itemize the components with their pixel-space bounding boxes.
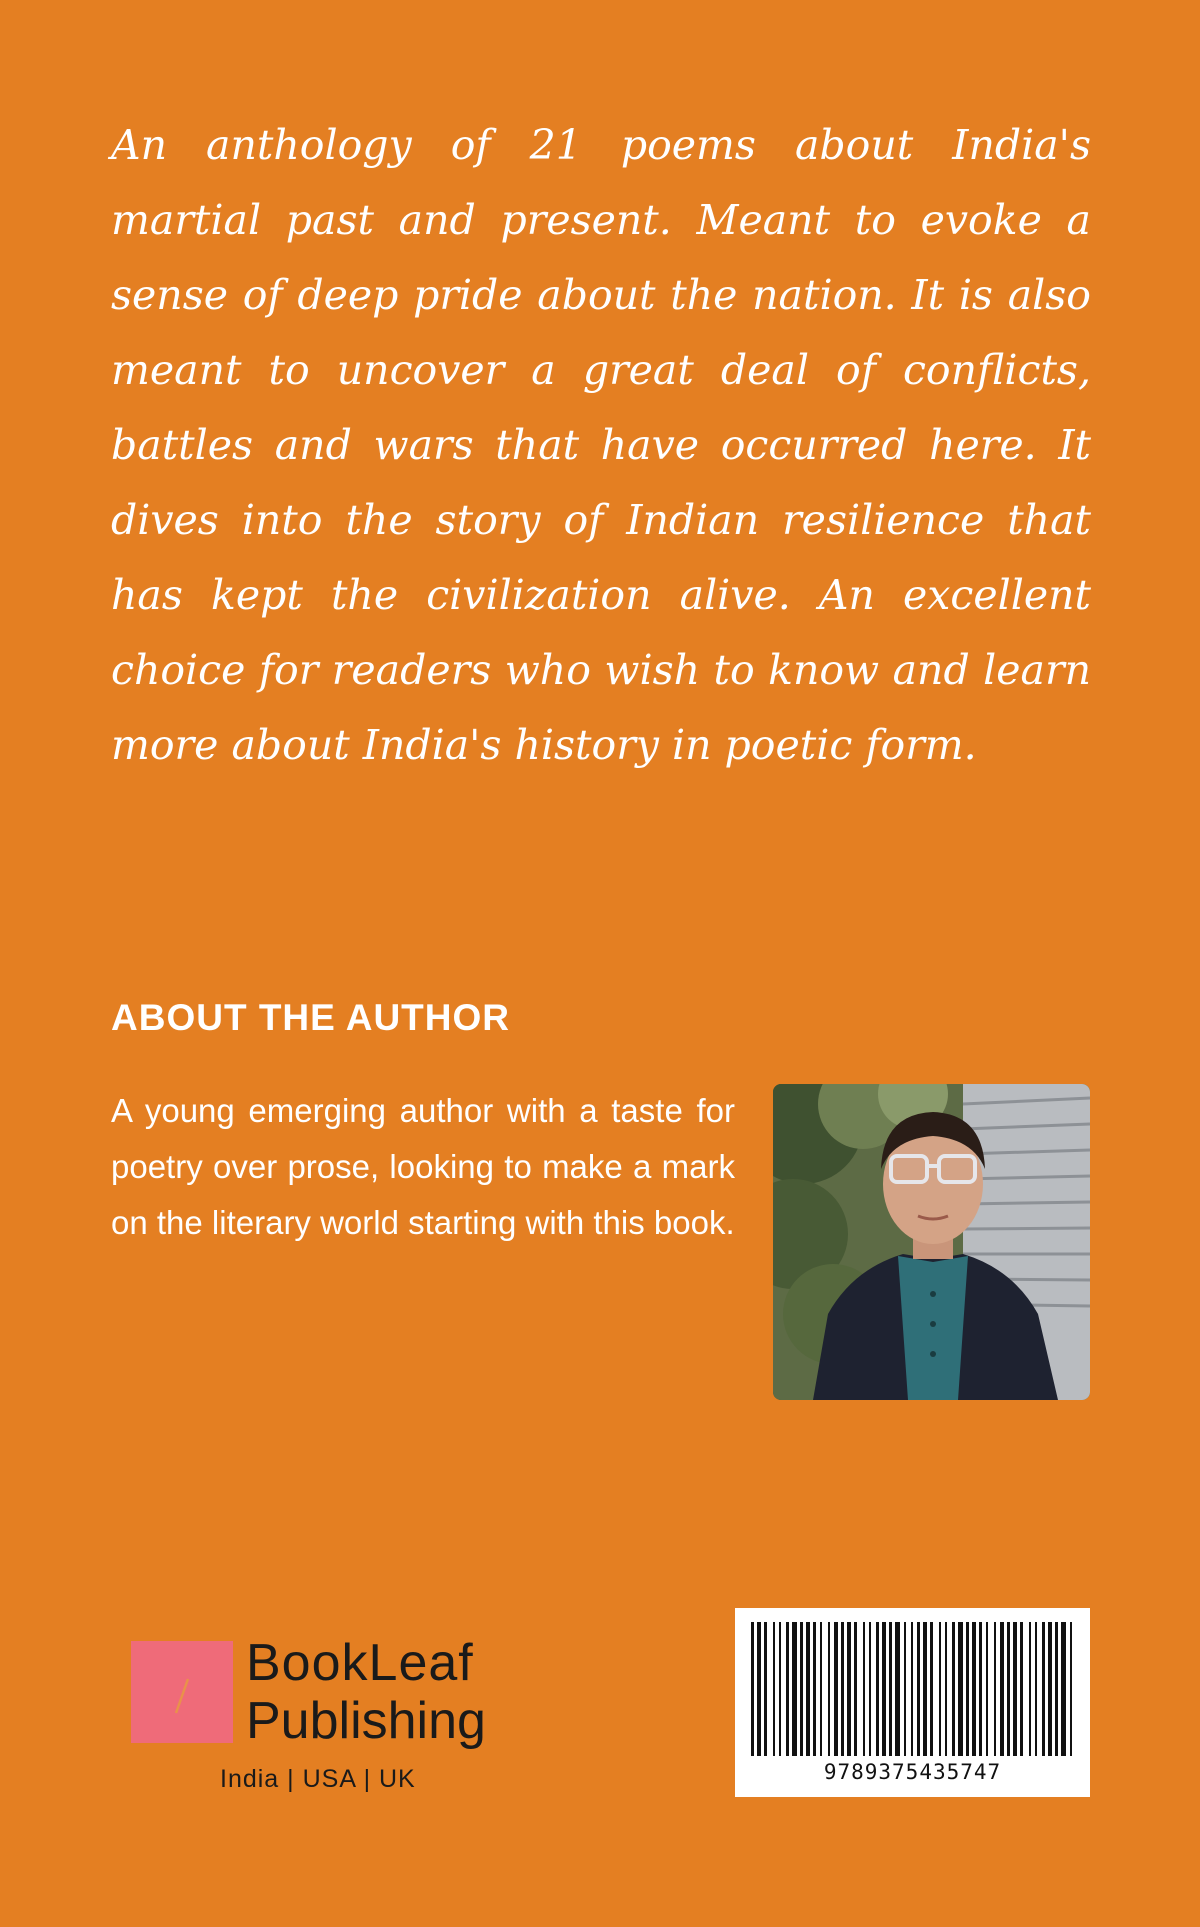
barcode-bar (847, 1622, 851, 1756)
barcode-bar (841, 1622, 844, 1756)
isbn-number: 9789375435747 (823, 1760, 1002, 1784)
barcode-bar (1042, 1622, 1045, 1756)
barcode-bar (764, 1622, 767, 1756)
barcode-bars-icon (751, 1622, 1074, 1756)
barcode-bar (1020, 1622, 1023, 1756)
barcode-bar (828, 1622, 830, 1756)
barcode-bar (972, 1622, 976, 1756)
isbn-barcode (735, 1608, 1090, 1797)
barcode-bar (917, 1622, 920, 1756)
barcode-bar (882, 1622, 886, 1756)
barcode-bar (820, 1622, 822, 1756)
barcode-bar (1013, 1622, 1017, 1756)
barcode-bar (904, 1622, 906, 1756)
barcode-bar (806, 1622, 810, 1756)
barcode-bar (751, 1622, 754, 1756)
publisher-name-line2: Publishing (246, 1692, 486, 1750)
barcode-bar (1000, 1622, 1004, 1756)
barcode-bar (966, 1622, 969, 1756)
book-blurb: An anthology of 21 poems about India's martial past and present. Meant to evoke a sense of deep pride about the nation. It is also meant to uncover a great deal of conflicts, battles and wars that have occurred here. It dives into the story of Indian resilience that has kept the civilization alive. An excellent choice for readers who wish to know and learn more about India's history in poetic form. (111, 121, 1091, 769)
barcode-bar (979, 1622, 982, 1756)
barcode-bar (757, 1622, 761, 1756)
barcode-bar (945, 1622, 947, 1756)
barcode-bar (911, 1622, 913, 1756)
author-photo (773, 1084, 1090, 1400)
barcode-bar (869, 1622, 871, 1756)
barcode-bar (1055, 1622, 1058, 1756)
barcode-bar (895, 1622, 900, 1756)
publisher-regions: India | USA | UK (220, 1765, 416, 1793)
barcode-bar (952, 1622, 955, 1756)
barcode-bar (1070, 1622, 1072, 1756)
barcode-bar (994, 1622, 996, 1756)
publisher-name-line1: BookLeaf (246, 1634, 474, 1692)
barcode-bar (1035, 1622, 1037, 1756)
about-author-text: A young emerging author with a taste for poetry over prose, looking to make a mark on the literary world starting with this book. (111, 1092, 735, 1241)
barcode-bar (1007, 1622, 1010, 1756)
barcode-bar (792, 1622, 797, 1756)
barcode-bar (958, 1622, 963, 1756)
barcode-bar (930, 1622, 933, 1756)
barcode-bar (800, 1622, 803, 1756)
barcode-bar (923, 1622, 927, 1756)
barcode-bar (863, 1622, 865, 1756)
barcode-bar (986, 1622, 988, 1756)
barcode-bar (1029, 1622, 1031, 1756)
barcode-bar (1061, 1622, 1066, 1756)
barcode-bar (786, 1622, 789, 1756)
barcode-bar (889, 1622, 892, 1756)
barcode-bar (876, 1622, 879, 1756)
barcode-bar (854, 1622, 857, 1756)
barcode-bar (939, 1622, 941, 1756)
barcode-bar (779, 1622, 781, 1756)
barcode-bar (813, 1622, 816, 1756)
bookleaf-logo-icon (131, 1641, 233, 1743)
barcode-bar (773, 1622, 775, 1756)
about-author-heading: ABOUT THE AUTHOR (111, 997, 510, 1038)
barcode-bar (834, 1622, 838, 1756)
barcode-bar (1048, 1622, 1052, 1756)
